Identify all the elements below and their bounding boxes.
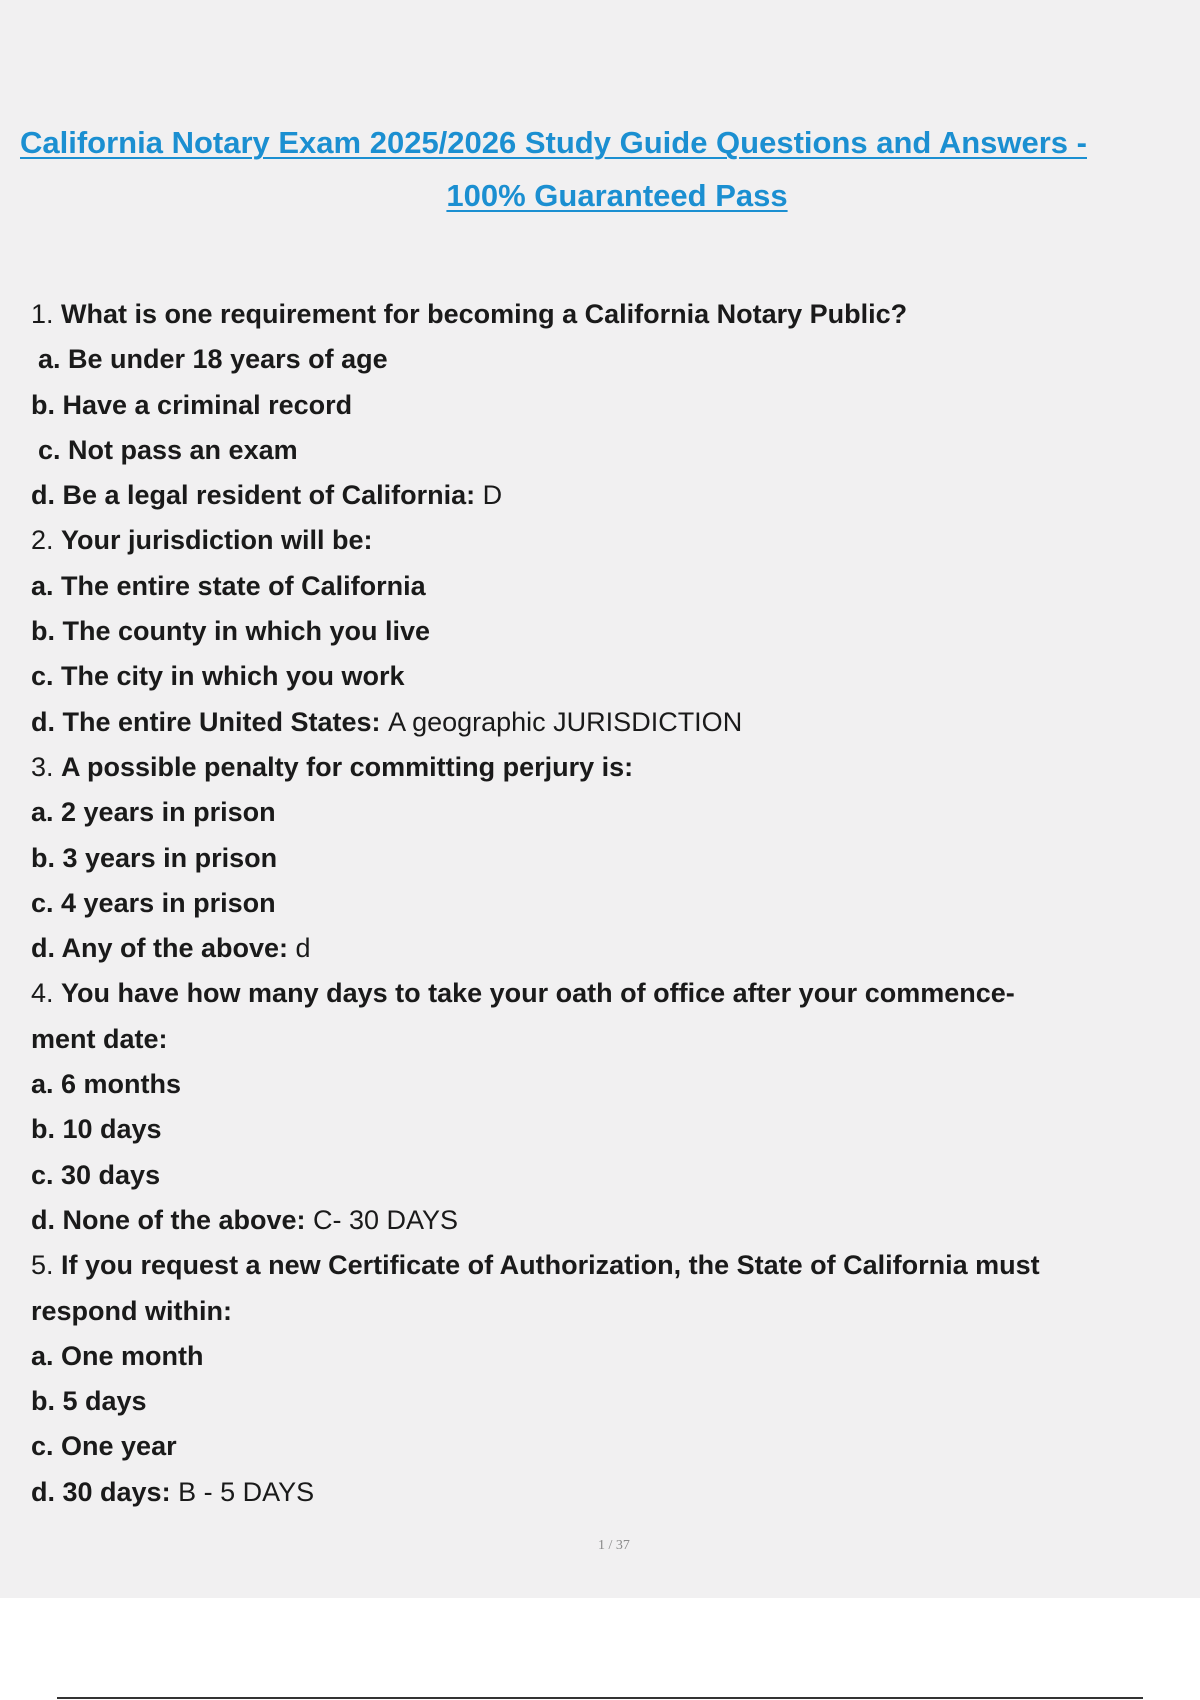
option-line bbox=[31, 1424, 1181, 1469]
option-line bbox=[31, 1153, 1181, 1198]
option-line bbox=[31, 700, 1181, 745]
option-line bbox=[31, 1062, 1181, 1107]
option-line bbox=[31, 1107, 1181, 1152]
question-text: A possible penalty for committing perjury is: bbox=[61, 751, 634, 782]
question-line bbox=[31, 971, 1181, 1016]
option-text: c. One year bbox=[31, 1431, 177, 1462]
option-text: c. 4 years in prison bbox=[31, 887, 276, 918]
option-line bbox=[31, 1017, 1181, 1062]
option-text: d. The entire United States: bbox=[31, 706, 389, 737]
option-line bbox=[31, 473, 1181, 518]
option-text: b. 10 days bbox=[31, 1114, 162, 1145]
question-text: You have how many days to take your oath of office after your commence- bbox=[61, 978, 1015, 1009]
option-text: d. Be a legal resident of California: bbox=[31, 480, 483, 511]
option-text: b. 3 years in prison bbox=[31, 842, 278, 873]
option-text: a. The entire state of California bbox=[31, 570, 426, 601]
question-text: Your jurisdiction will be: bbox=[61, 525, 373, 556]
option-line bbox=[31, 609, 1181, 654]
option-text: d. None of the above: bbox=[31, 1204, 314, 1235]
option-line bbox=[31, 654, 1181, 699]
option-text: a. Be under 18 years of age bbox=[38, 344, 388, 375]
answer-text: D bbox=[482, 480, 503, 511]
answer-text: d bbox=[295, 933, 311, 964]
question-number: 1. bbox=[31, 299, 62, 329]
option-text: a. 6 months bbox=[31, 1069, 182, 1100]
option-text: d. Any of the above: bbox=[31, 933, 296, 964]
option-line bbox=[31, 836, 1181, 881]
question-number: 2. bbox=[31, 525, 62, 556]
question-number: 4. bbox=[31, 978, 62, 1009]
option-text: ment date: bbox=[31, 1023, 168, 1054]
option-text: b. 5 days bbox=[31, 1386, 147, 1417]
option-text: c. 30 days bbox=[31, 1159, 161, 1190]
question-number: 5. bbox=[31, 1250, 62, 1281]
page-number: 1 / 37 bbox=[598, 1538, 630, 1553]
option-line bbox=[31, 1379, 1181, 1424]
answer-text: C- 30 DAYS bbox=[313, 1204, 459, 1235]
option-text: b. Have a criminal record bbox=[31, 389, 353, 420]
option-text: respond within: bbox=[31, 1295, 232, 1326]
option-line bbox=[31, 428, 1181, 473]
answer-text: A geographic JURISDICTION bbox=[388, 706, 743, 737]
bottom-divider bbox=[57, 1697, 1143, 1699]
option-line bbox=[31, 564, 1181, 609]
option-line bbox=[31, 881, 1181, 926]
option-line bbox=[31, 1289, 1181, 1334]
option-text: b. The county in which you live bbox=[31, 616, 431, 647]
option-line bbox=[31, 1334, 1181, 1379]
option-line bbox=[31, 1198, 1181, 1243]
option-text: c. The city in which you work bbox=[31, 661, 405, 692]
option-line bbox=[31, 926, 1181, 971]
title-line-1: California Notary Exam 2025/2026 Study Guide Questions and Answers - bbox=[20, 125, 1087, 160]
option-text: a. 2 years in prison bbox=[31, 797, 276, 828]
option-text: a. One month bbox=[31, 1340, 204, 1371]
question-line bbox=[31, 518, 1181, 563]
answer-text: B - 5 DAYS bbox=[178, 1476, 315, 1507]
question-line bbox=[31, 292, 1181, 337]
question-list bbox=[31, 292, 1181, 1515]
question-text: If you request a new Certificate of Authorization, the State of California must bbox=[61, 1250, 1040, 1281]
option-line bbox=[31, 337, 1181, 382]
title-line-2: 100% Guaranteed Pass bbox=[446, 178, 788, 213]
option-line bbox=[31, 790, 1181, 835]
option-text: c. Not pass an exam bbox=[38, 434, 298, 465]
question-line bbox=[31, 1243, 1181, 1288]
question-line bbox=[31, 745, 1181, 790]
option-line bbox=[31, 383, 1181, 428]
option-text: d. 30 days: bbox=[31, 1476, 179, 1507]
question-text: What is one requirement for becoming a California Notary Public? bbox=[61, 299, 908, 329]
question-number: 3. bbox=[31, 751, 62, 782]
option-line bbox=[31, 1470, 1181, 1515]
